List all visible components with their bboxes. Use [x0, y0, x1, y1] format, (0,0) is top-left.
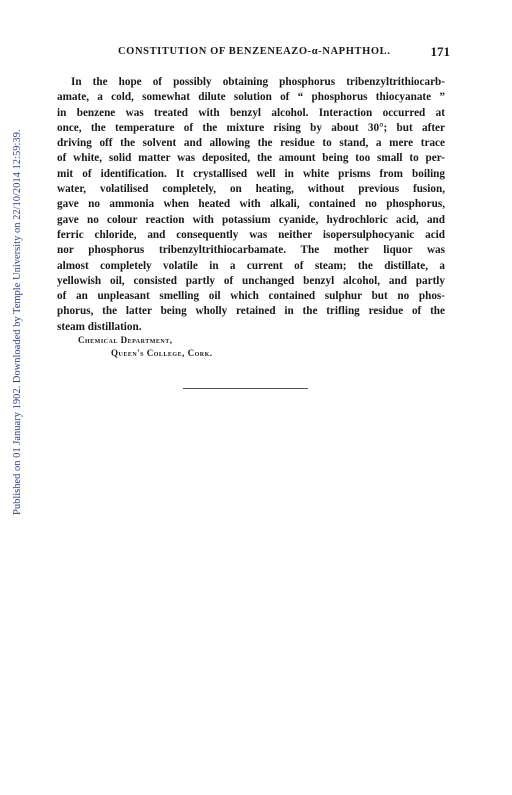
body-line: amate, a cold, somewhat dilute solution of “ phosphorus thiocyanate ” [57, 91, 445, 104]
download-watermark: Published on 01 January 1902. Downloaded by Temple University on 22/10/2014 12:59:39. [12, 129, 23, 515]
author-affiliation [78, 334, 213, 360]
body-line: almost completely volatile in a current of steam; the distillate, a [57, 259, 445, 272]
body-line: driving off the solvent and allowing the residue to stand, a mere trace [57, 137, 445, 150]
body-line: ferric chloride, and consequently was neither isopersulphocyanic acid [57, 228, 445, 241]
body-line: of white, solid matter was deposited, the amount being too small to per- [57, 152, 445, 165]
body-line: once, the temperature of the mixture rising by about 30°; but after [57, 121, 445, 134]
page-number: 171 [430, 44, 450, 59]
body-line: gave no colour reaction with potassium cyanide, hydrochloric acid, and [57, 213, 445, 226]
body-line: yellowish oil, consisted partly of unchanged benzyl alcohol, and partly [57, 274, 445, 287]
running-head [58, 46, 450, 62]
body-paragraph [57, 75, 445, 335]
body-line: steam distillation. [57, 320, 142, 333]
body-line: phorus, the latter being wholly retained in the trifling residue of the [57, 305, 445, 318]
department-name: Chemical Department, [78, 335, 173, 345]
body-line: mit of identification. It crystallised well in white prisms from boiling [57, 167, 445, 180]
body-line: of an unpleasant smelling oil which contained sulphur but no phos- [57, 290, 445, 303]
body-line: In the hope of possibly obtaining phosphorus tribenzyltrithiocarb- [71, 76, 445, 88]
body-line: gave no ammonia when heated with alkali, contained no phosphorus, [57, 198, 445, 211]
body-line: nor phosphorus tribenzyltrithiocarbamate. The mother liquor was [57, 244, 445, 257]
body-line: water, volatilised completely, on heating, without previous fusion, [57, 183, 445, 196]
running-title: CONSTITUTION OF BENZENEAZO-α-NAPHTHOL. [118, 46, 391, 57]
college-name: Queen's College, Cork. [111, 348, 213, 358]
body-line: in benzene was treated with benzyl alcohol. Interaction occurred at [57, 106, 445, 119]
section-divider [183, 388, 308, 389]
